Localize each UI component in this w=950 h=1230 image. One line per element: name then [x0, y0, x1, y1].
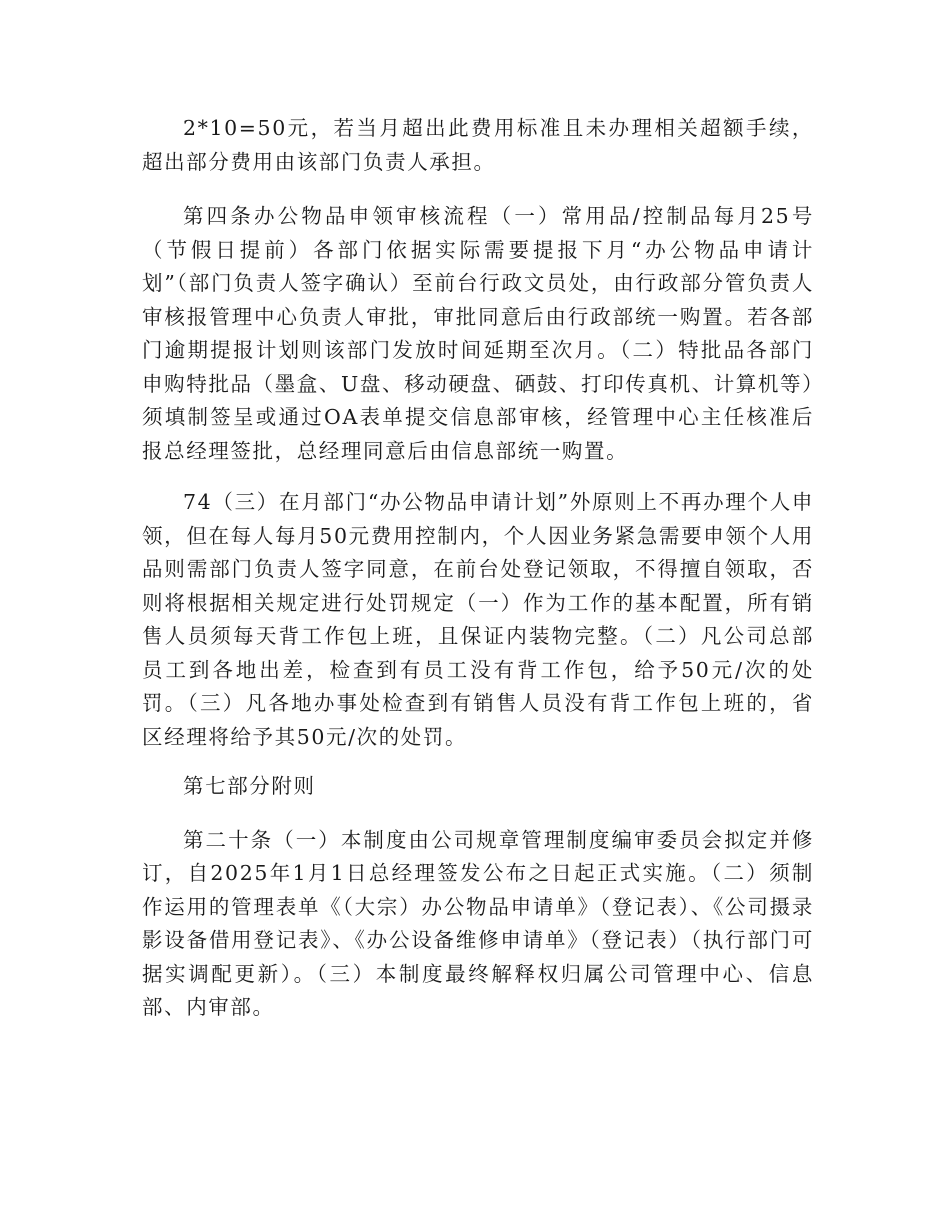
paragraph-individual-requests-penalties: 74（三）在月部门“办公物品申请计划”外原则上不再办理个人申领，但在每人每月50元费用控制内，个人因业务紧急需要申领个人用品则需部门负责人签字同意，在前台处登记领取，不得擅自领取，否则将根据相关规定进行处罚规定（一）作为工作的基本配置，所有销售人员须每天背工作包上班，且保证内装物完整。（二）凡公司总部员工到各地出差，检查到有员工没有背工作包，给予50元/次的处罚。（三）凡各地办事处检查到有销售人员没有背工作包上班的，省区经理将给予其50元/次的处罚。 [142, 490, 814, 749]
section-heading-part-7: 第七部分附则 [183, 774, 316, 798]
paragraph-article-4-review-process: 第四条办公物品申领审核流程（一）常用品/控制品每月25号（节假日提前）各部门依据实际需要提报下月“办公物品申请计划”（部门负责人签字确认）至前台行政文员处，由行政部分管负责人审核报管理中心负责人审批，审批同意后由行政部统一购置。若各部门逾期提报计划则该部门发放时间延期至次月。（二）特批品各部门申购特批品（墨盒、U盘、移动硬盘、硒鼓、打印传真机、计算机等）须填制签呈或通过OA表单提交信息部审核，经管理中心主任核准后报总经理签批，总经理同意后由信息部统一购置。 [142, 204, 814, 463]
document-body [142, 112, 814, 1025]
paragraph-expense-limit: 2*10=50元，若当月超出此费用标准且未办理相关超额手续，超出部分费用由该部门负责人承担。 [142, 116, 814, 174]
paragraph-article-20-supplementary: 第二十条（一）本制度由公司规章管理制度编审委员会拟定并修订，自2025年1月1日总经理签发公布之日起正式实施。（二）须制作运用的管理表单《（大宗）办公物品申请单》（登记表）、《公司摄录影设备借用登记表》、《办公设备维修申请单》（登记表）（执行部门可据实调配更新）。（三）本制度最终解释权归属公司管理中心、信息部、内审部。 [142, 827, 814, 1019]
